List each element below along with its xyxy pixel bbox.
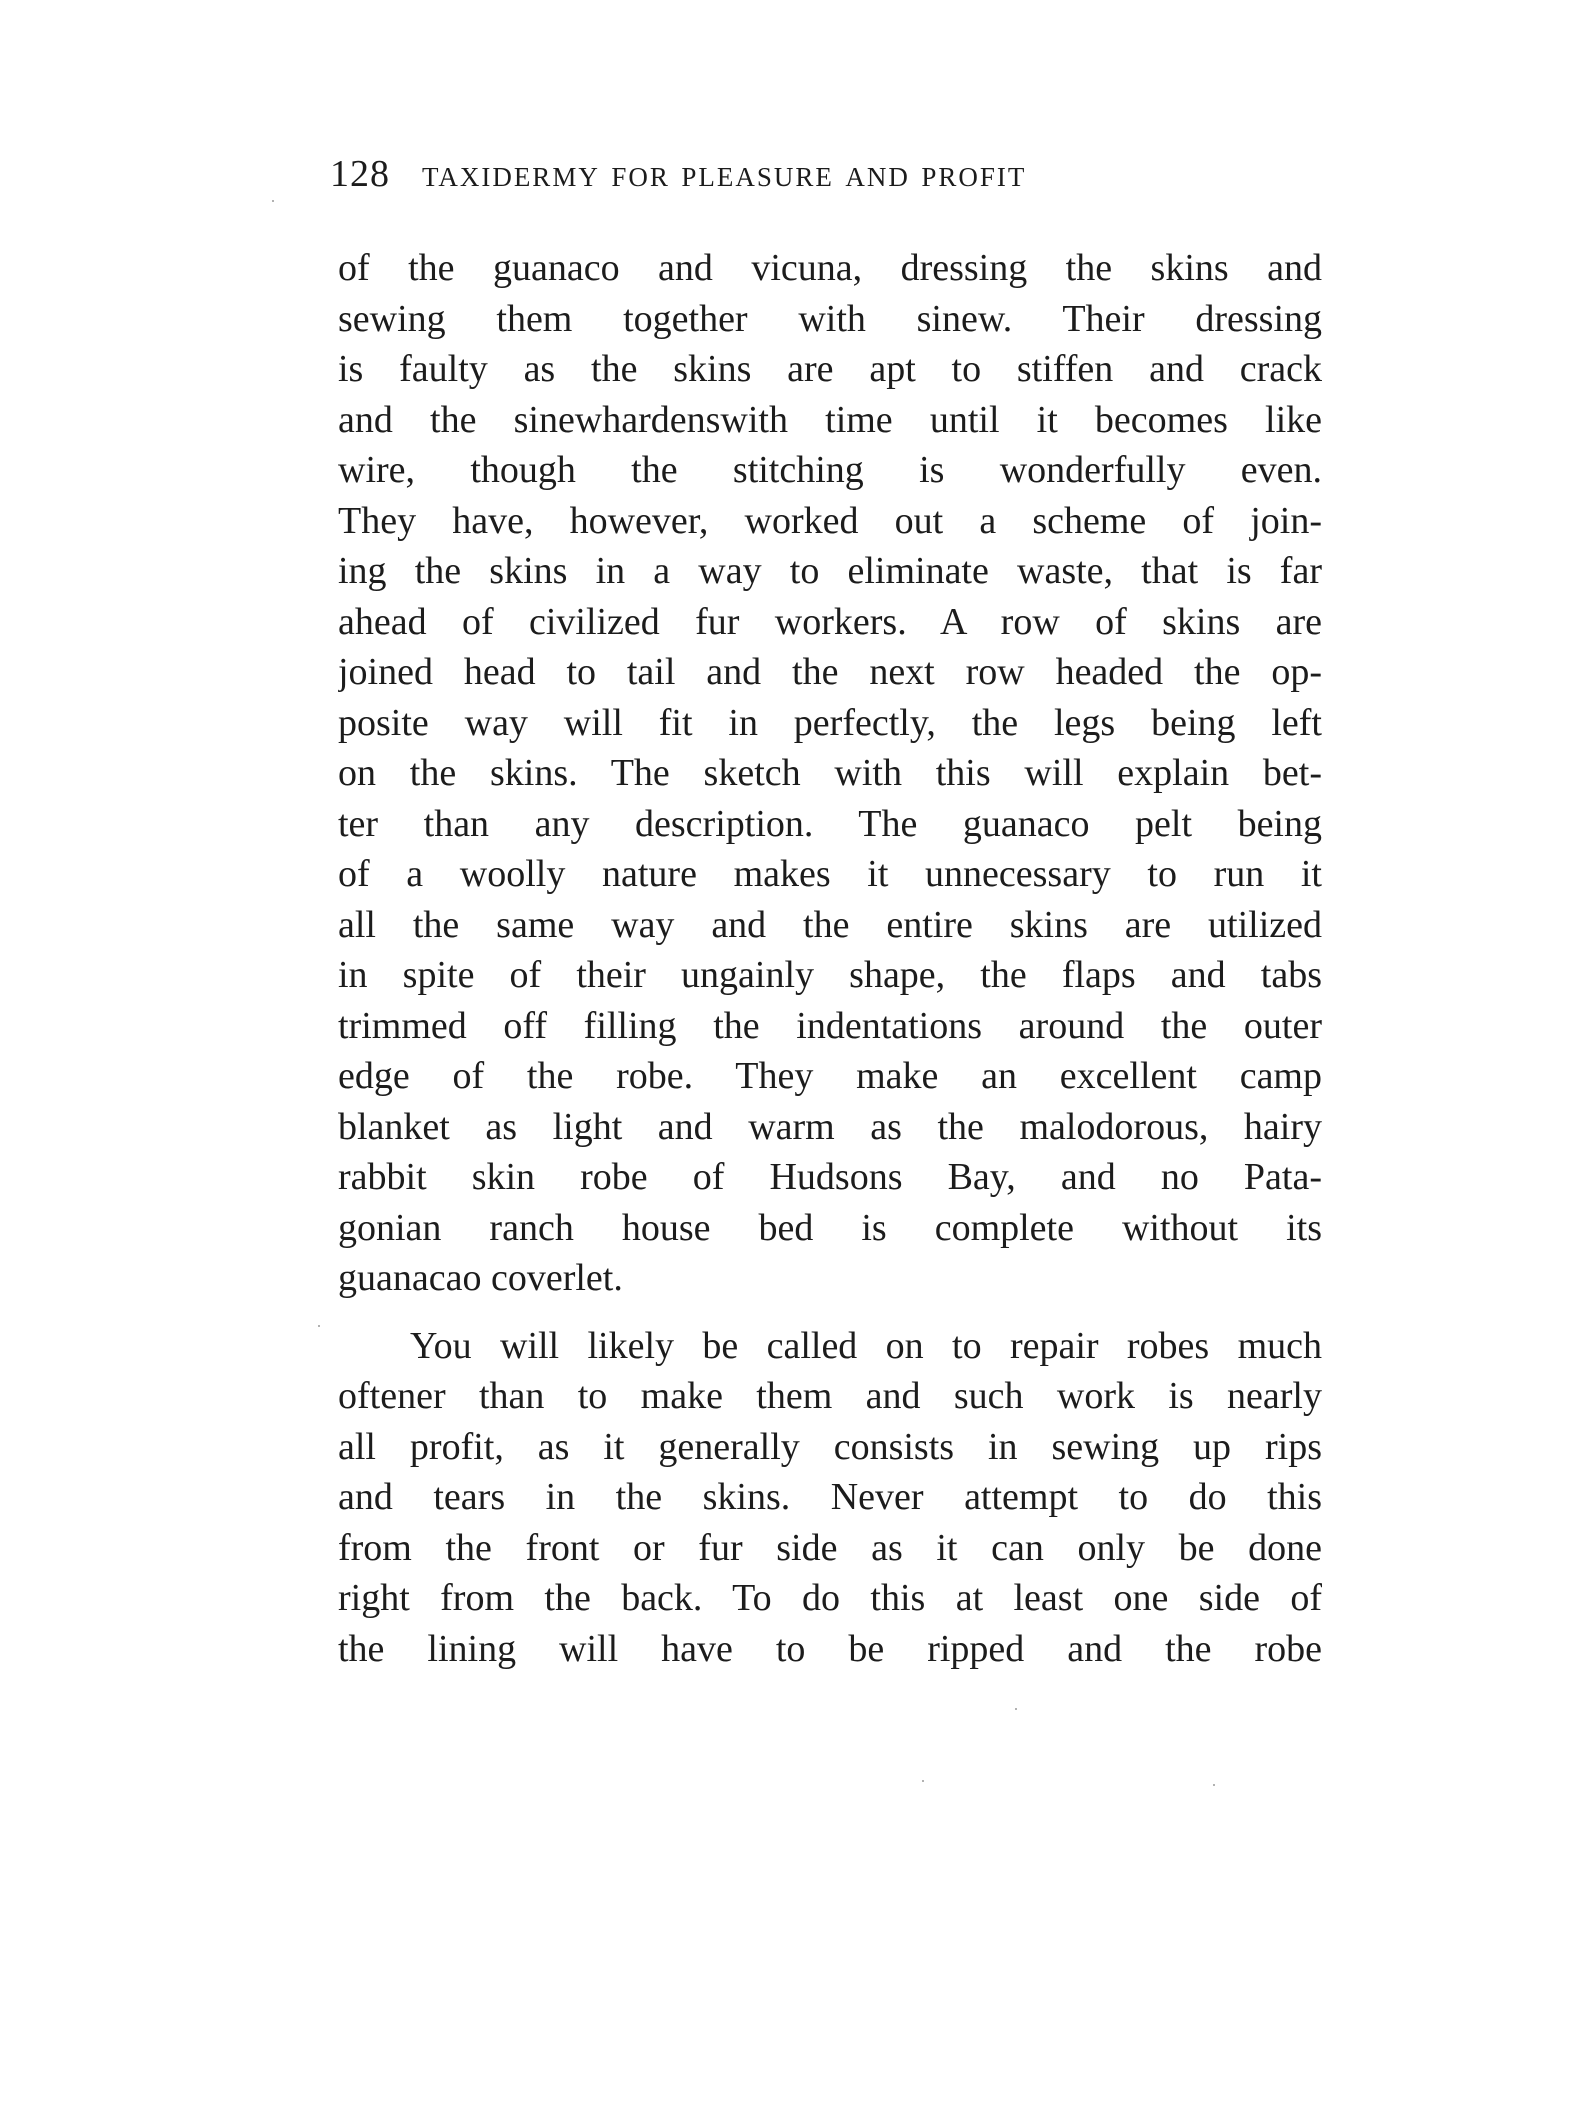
text-line: in spite of their ungainly shape, the flaps and tabs — [338, 954, 1322, 996]
text-line: oftener than to make them and such work is nearly — [338, 1375, 1322, 1417]
paper-speck — [1015, 1708, 1017, 1710]
text-line: trimmed off filling the indentations around the outer — [338, 1004, 1322, 1047]
paper-speck — [1213, 1784, 1215, 1786]
text-line: on the skins. The sketch with this will explain bet- — [338, 752, 1322, 794]
text-line: and tears in the skins. Never attempt to do this — [338, 1476, 1322, 1518]
paper-speck — [318, 1325, 320, 1327]
text-line: all profit, as it generally consists in sewing up rips — [338, 1425, 1322, 1468]
text-line: You will likely be called on to repair robes much — [410, 1324, 1322, 1367]
text-line: of the guanaco and vicuna, dressing the skins and — [338, 247, 1322, 289]
text-line: They have, however, worked out a scheme of join- — [338, 499, 1322, 542]
text-line: posite way will fit in perfectly, the legs being left — [338, 701, 1322, 744]
text-line: ahead of civilized fur workers. A row of skins are — [338, 600, 1322, 643]
text-line: gonian ranch house bed is complete without its — [338, 1206, 1322, 1249]
text-line: right from the back. To do this at least one side of — [338, 1577, 1322, 1619]
text-line: from the front or fur side as it can only be done — [338, 1526, 1322, 1569]
text-line: rabbit skin robe of Hudsons Bay, and no Pata- — [338, 1156, 1322, 1198]
text-line: ing the skins in a way to eliminate waste, that is far — [338, 550, 1322, 592]
body-text — [338, 243, 1322, 1674]
running-title: taxidermy for pleasure and profit — [422, 153, 1027, 195]
text-line: blanket as light and warm as the malodorous, hairy — [338, 1105, 1322, 1148]
text-line: is faulty as the skins are apt to stiffen and crack — [338, 348, 1322, 390]
text-line: the lining will have to be ripped and the robe — [338, 1627, 1322, 1670]
text-line: wire, though the stitching is wonderfully even. — [338, 449, 1322, 491]
text-line: joined head to tail and the next row headed the op- — [338, 651, 1322, 693]
text-line: all the same way and the entire skins are utilized — [338, 903, 1322, 946]
text-line: and the sinewhardenswith time until it becomes like — [338, 398, 1322, 441]
text-line: edge of the robe. They make an excellent camp — [338, 1055, 1322, 1097]
text-line: guanacao coverlet. — [338, 1257, 623, 1299]
paragraph-1 — [338, 243, 1322, 1304]
text-line: ter than any description. The guanaco pelt being — [338, 802, 1322, 845]
text-line: of a woolly nature makes it unnecessary to run it — [338, 853, 1322, 895]
paragraph-2 — [338, 1321, 1322, 1675]
paper-speck — [272, 200, 274, 202]
page-number: 128 — [330, 153, 390, 195]
running-head — [330, 152, 1320, 202]
text-line: sewing them together with sinew. Their dressing — [338, 297, 1322, 340]
paper-speck — [922, 1780, 924, 1782]
